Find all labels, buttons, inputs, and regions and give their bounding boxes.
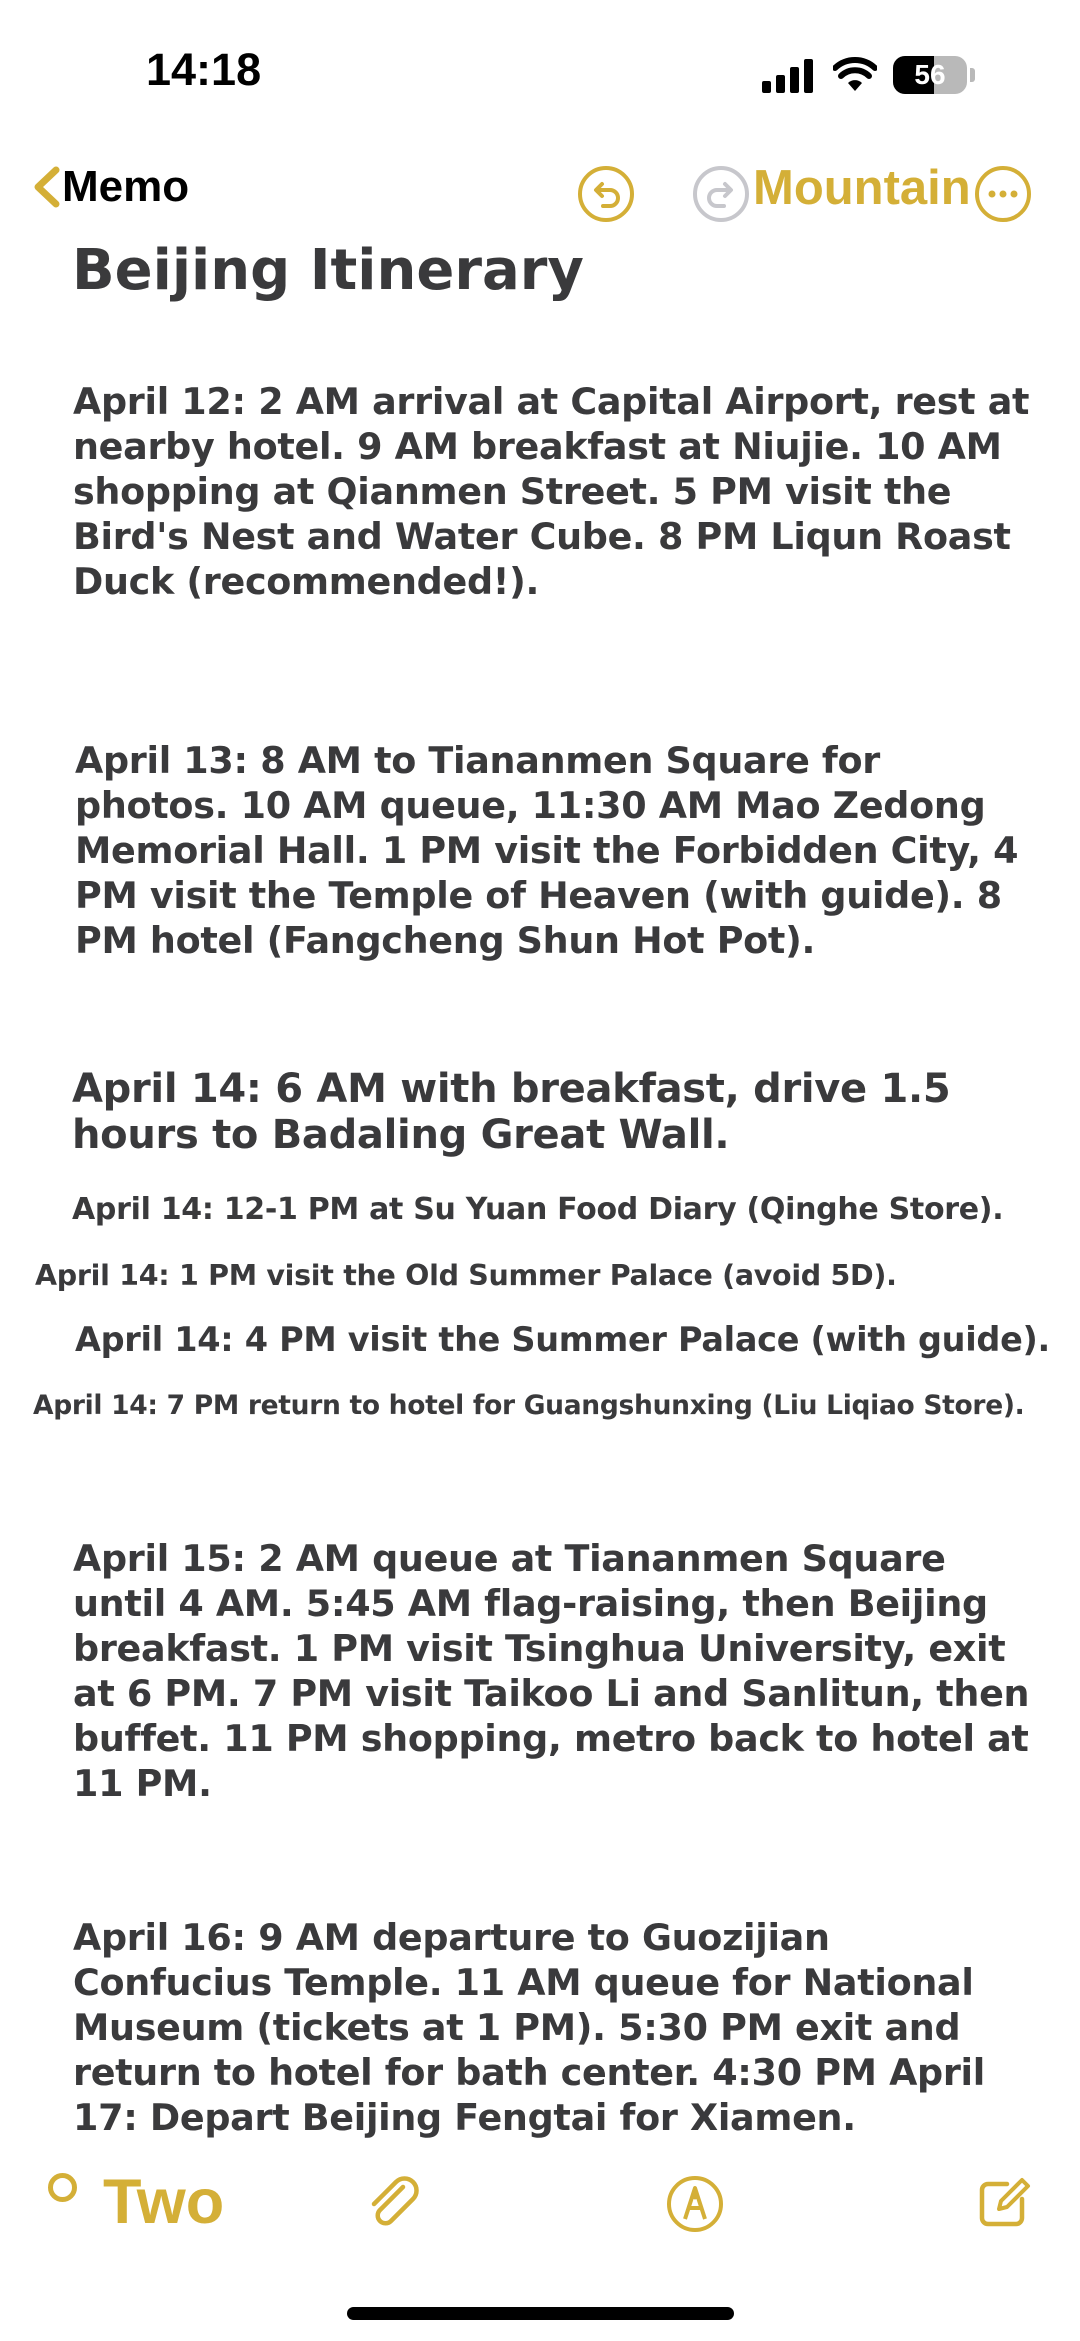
checklist-icon [48,2173,77,2202]
home-indicator[interactable] [347,2307,734,2320]
redo-icon[interactable] [690,163,752,225]
note-paragraph[interactable]: April 14: 1 PM visit the Old Summer Palace (avoid 5D). [35,1259,897,1292]
battery-tip [970,68,975,82]
note-paragraph[interactable]: April 14: 7 PM return to hotel for Guangshunxing (Liu Liqiao Store). [33,1390,1025,1421]
note-paragraph[interactable]: April 12: 2 AM arrival at Capital Airport, rest at nearby hotel. 9 AM breakfast at Niujie. 10 AM shopping at Qianmen Street. 5 PM visit the Bird's Nest and Water Cube. 8 PM Liqun Roast Duck (recommended!). [73,380,1030,603]
undo-icon[interactable] [575,163,637,225]
battery-icon [893,56,967,94]
note-title[interactable]: Beijing Itinerary [72,238,584,303]
note-paragraph[interactable]: April 14: 12-1 PM at Su Yuan Food Diary (Qinghe Store). [72,1192,1004,1227]
paperclip-icon[interactable] [363,2173,425,2235]
compose-icon[interactable] [971,2173,1033,2235]
note-paragraph[interactable]: April 16: 9 AM departure to Guozijian Confucius Temple. 11 AM queue for National Museum (tickets at 1 PM). 5:30 PM exit and return to hotel for bath center. 4:30 PM April 17: Depart Beijing Fengtai for Xiamen. [73,1916,985,2139]
checklist-button[interactable] [48,2166,224,2238]
status-icons [762,50,975,100]
more-icon[interactable] [972,163,1034,225]
back-button[interactable] [30,162,189,212]
chevron-left-icon [30,164,64,210]
checklist-label: Two [103,2167,225,2237]
wifi-icon [833,57,877,93]
account-button[interactable]: Mountain [753,161,971,215]
note-paragraph[interactable]: April 14: 6 AM with breakfast, drive 1.5 hours to Badaling Great Wall. [72,1066,951,1158]
note-paragraph[interactable]: April 15: 2 AM queue at Tiananmen Square until 4 AM. 5:45 AM flag-raising, then Beijing breakfast. 1 PM visit Tsinghua University, exit at 6 PM. 7 PM visit Taikoo Li and Sanlitun, then buffet. 11 PM shopping, metro back to hotel at 11 PM. [73,1537,1030,1805]
note-paragraph[interactable]: April 13: 8 AM to Tiananmen Square for photos. 10 AM queue, 11:30 AM Mao Zedong Memorial Hall. 1 PM visit the Forbidden City, 4 PM visit the Temple of Heaven (with guide). 8 PM hotel (Fangcheng Shun Hot Pot). [75,739,1019,962]
markup-pen-icon[interactable] [664,2173,726,2235]
cellular-signal-icon [762,57,813,93]
note-paragraph[interactable]: April 14: 4 PM visit the Summer Palace (with guide). [75,1320,1050,1359]
status-time: 14:18 [146,44,262,95]
back-label: Memo [62,162,190,211]
battery-level: 56 [914,59,946,90]
